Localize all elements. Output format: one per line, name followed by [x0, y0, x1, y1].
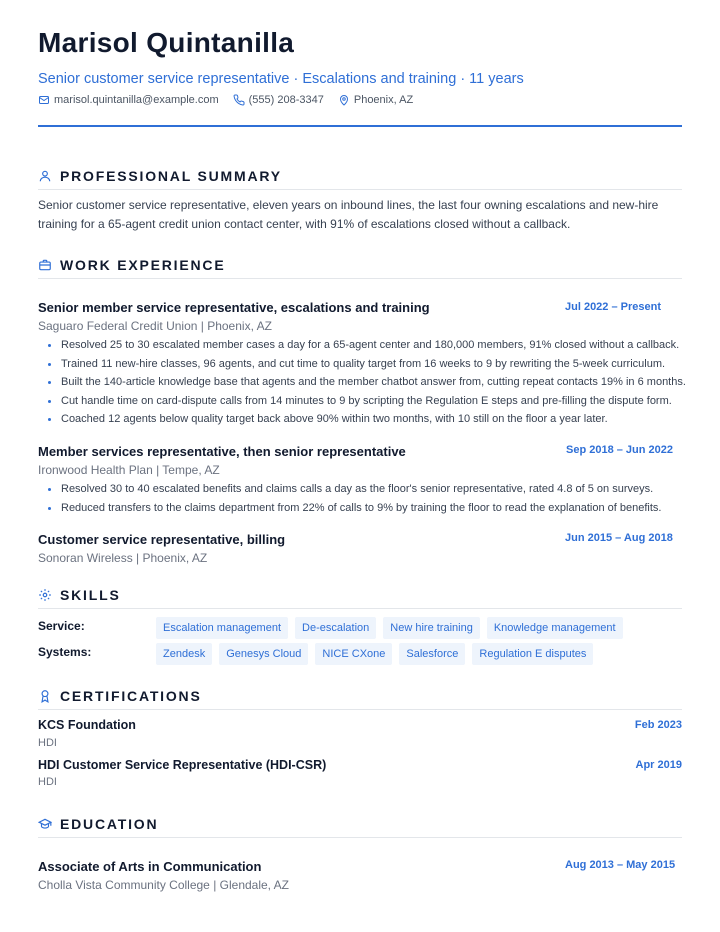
certifications-title: CERTIFICATIONS: [60, 688, 202, 704]
summary-text: Senior customer service representative, eleven years on inbound lines, the last four owning escalations and new-hire training for a 65-agent credit union contact center, with 91% of escalations closed without a callback.: [38, 198, 659, 231]
experience-section-heading: [38, 255, 682, 275]
job-title: Customer service representative, billing: [38, 532, 286, 547]
user-icon: [38, 169, 52, 183]
job-bullet: Resolved 30 to 40 escalated benefits and claims calls a day as the floor's senior representative, rated 4.8 of 5 on surveys.: [38, 480, 688, 499]
education-section-heading: [38, 814, 682, 834]
education-dates: Aug 2013 – May 2015: [565, 859, 676, 871]
map-pin-icon: [338, 94, 350, 106]
summary-title: PROFESSIONAL SUMMARY: [60, 168, 282, 184]
job-title: Member services representative, then senior representative: [38, 444, 406, 459]
job-bullet: Reduced transfers to the claims department from 22% of calls to 9% by training the floor to read the explanation of benefits.: [38, 499, 688, 518]
degree-title: Associate of Arts in Communication: [38, 859, 262, 874]
certification-date: Apr 2019: [635, 759, 682, 771]
school-name: Cholla Vista Community College | Glendale, AZ: [38, 878, 290, 892]
gear-icon: [38, 588, 52, 602]
certification-issuer: HDI: [38, 776, 57, 788]
job-organization: Saguaro Federal Credit Union | Phoenix, AZ: [38, 319, 272, 333]
contact-email[interactable]: [38, 94, 219, 106]
contact-location: [338, 94, 413, 106]
skills-section-heading: [38, 585, 682, 605]
job-organization: Ironwood Health Plan | Tempe, AZ: [38, 463, 220, 477]
skill-chip: NICE CXone: [315, 643, 392, 665]
job-bullet: Trained 11 new-hire classes, 96 agents, and cut time to quality target from 16 weeks to 9 by rewriting the 5-week curriculum.: [38, 355, 688, 374]
phone-icon: [233, 94, 245, 106]
job-bullet: Cut handle time on card-dispute calls from 14 minutes to 9 by scripting the Regulation E steps and pre-filling the dispute form.: [38, 392, 688, 411]
skill-chip: Zendesk: [156, 643, 212, 665]
job-bullet: Built the 140-article knowledge base that agents and the member chatbot answer from, cutting repeat contacts 19% in 6 months.: [38, 373, 688, 392]
education-divider: [38, 837, 682, 838]
job-bullets: [38, 480, 688, 517]
job-dates: Jun 2015 – Aug 2018: [565, 532, 673, 544]
certification-date: Feb 2023: [634, 719, 682, 731]
job-title: Senior member service representative, escalations and training: [38, 300, 430, 315]
skill-chips: [156, 617, 630, 639]
skill-chip: De-escalation: [295, 617, 376, 639]
email-text: marisol.quintanilla@example.com: [54, 94, 219, 106]
location-text: Phoenix, AZ: [353, 94, 414, 106]
job-bullet: Coached 12 agents below quality target back above 90% within two months, with 10 still on the floor a year later.: [38, 410, 688, 429]
header-divider: [38, 125, 682, 127]
mail-icon: [38, 94, 50, 106]
skill-chip: Regulation E disputes: [472, 643, 593, 665]
job-dates: Sep 2018 – Jun 2022: [566, 444, 674, 456]
award-icon: [38, 689, 52, 703]
skill-chip: Salesforce: [399, 643, 465, 665]
certifications-divider: [38, 709, 682, 710]
experience-title: WORK EXPERIENCE: [60, 257, 226, 273]
experience-divider: [38, 278, 682, 279]
briefcase-icon: [38, 258, 52, 272]
skill-chip: Escalation management: [156, 617, 288, 639]
skill-group-label: Service:: [38, 619, 85, 633]
summary-section-heading: [38, 166, 682, 186]
contact-phone[interactable]: [233, 94, 324, 106]
graduation-cap-icon: [38, 817, 52, 831]
job-bullet: Resolved 25 to 30 escalated member cases a day for a 65-agent center and 180,000 members, 91% closed without a callback.: [38, 336, 688, 355]
education-title: EDUCATION: [60, 816, 159, 832]
skills-divider: [38, 608, 682, 609]
certification-title: HDI Customer Service Representative (HDI-CSR): [38, 758, 327, 772]
phone-text: (555) 208-3347: [248, 94, 324, 106]
certifications-section-heading: [38, 686, 682, 706]
skill-group-label: Systems:: [38, 645, 92, 659]
skills-title: SKILLS: [60, 587, 121, 603]
candidate-name: Marisol Quintanilla: [38, 27, 295, 58]
skill-chip: Knowledge management: [487, 617, 623, 639]
job-dates: Jul 2022 – Present: [565, 301, 662, 313]
headline: Senior customer service representative · Escalations and training · 11 years: [38, 71, 524, 87]
job-bullets: [38, 336, 688, 429]
summary-divider: [38, 189, 682, 190]
certification-title: KCS Foundation: [38, 718, 136, 732]
skill-chip: New hire training: [383, 617, 480, 639]
skill-chip: Genesys Cloud: [219, 643, 308, 665]
certification-issuer: HDI: [38, 737, 57, 749]
contact-row: [38, 94, 427, 106]
skill-chips: [156, 643, 600, 665]
job-organization: Sonoran Wireless | Phoenix, AZ: [38, 551, 208, 565]
